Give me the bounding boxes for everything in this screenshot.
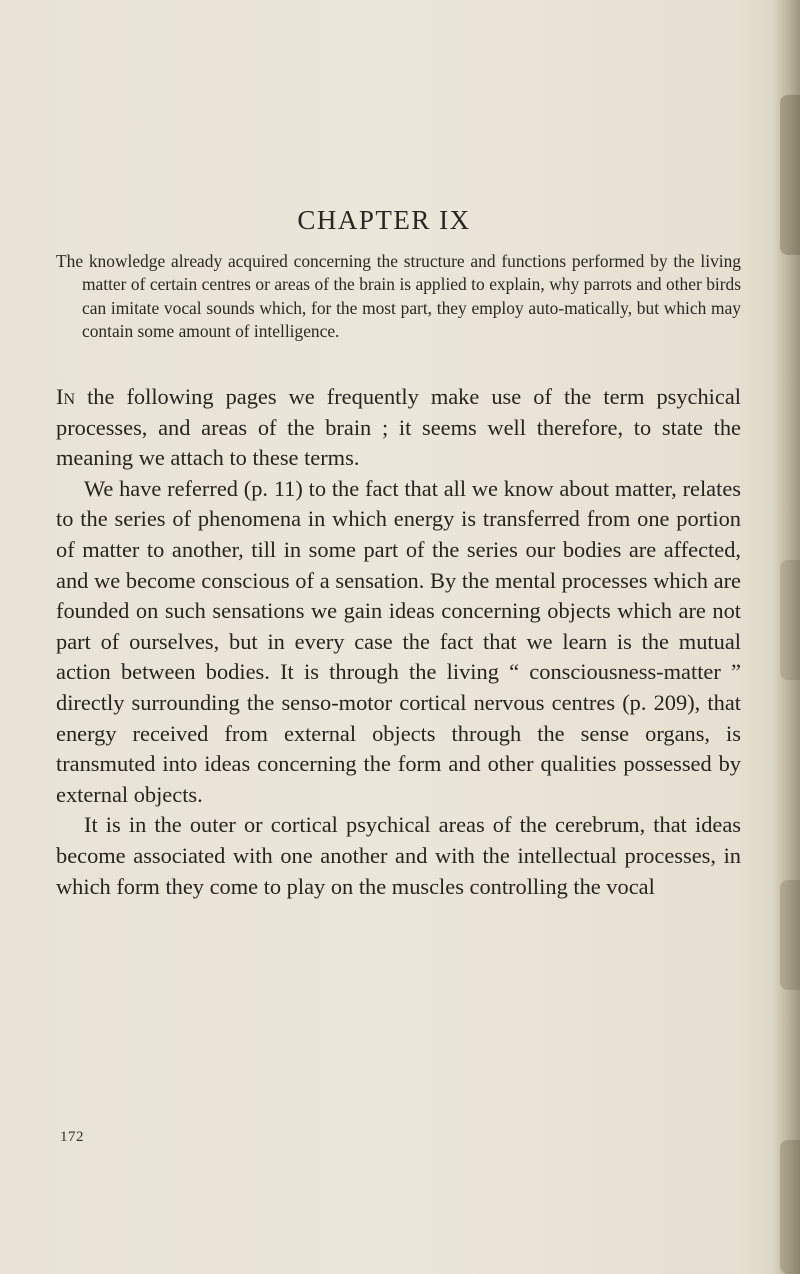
paragraph-lead-word: In (56, 384, 76, 409)
paragraph-2: We have referred (p. 11) to the fact that all we know about matter, relates to the series of phenomena in which energy is transferred from one portion of matter to another, till in some part of the series our bodies are affected, and we become conscious of a sensation. By the mental processes which are founded on such sensations we gain ideas concerning objects which are not part of ourselves, but in every case the fact that we learn is the mutual action between bodies. It is through the living “ consciousness-matter ” directly surrounding the senso-motor cortical nervous centres (p. 209), that energy received from external objects through the sense organs, is transmuted into ideas concerning the form and other qualities possessed by external objects. (56, 475, 741, 807)
chapter-summary-text: The knowledge already acquired concerning the structure and functions performed by the living matter of certain centres or areas of the brain is applied to explain, why parrots and other birds can imitate vocal sounds which, for the most part, they employ auto-matically, but which may contain some amount of intelligence. (56, 251, 741, 341)
chapter-title: CHAPTER IX (297, 205, 471, 235)
paragraph-1 (56, 382, 741, 474)
page-number: 172 (60, 1129, 84, 1145)
chapter-summary (56, 250, 741, 343)
page-edge-stain (780, 880, 800, 990)
paragraph-text: the following pages we frequently make use of the term psychical processes, and areas of the brain ; it seems well therefore, to state the meaning we attach to these terms. (56, 384, 741, 471)
body-text (56, 382, 741, 902)
page-edge-stain (780, 95, 800, 255)
page-edge-stain (780, 1140, 800, 1274)
page-edge-stain (780, 560, 800, 680)
paragraph-3: It is in the outer or cortical psychical areas of the cerebrum, that ideas become associated with one another and with the intellectual processes, in which form they come to play on the muscles controlling the vocal (56, 812, 741, 899)
